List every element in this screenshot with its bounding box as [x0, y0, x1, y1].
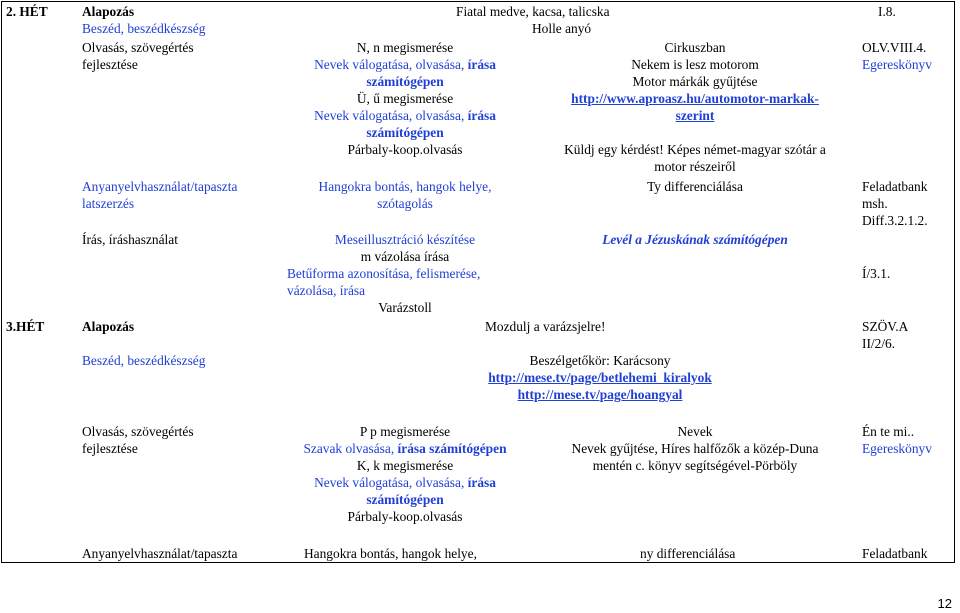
lesson-code: I.8. — [878, 4, 896, 19]
story-cirkusz: Cirkuszban — [664, 40, 726, 55]
story-kerdes: Küldj egy kérdést! Képes német-magyar szótár a — [564, 142, 826, 157]
topic-vazolasa: vázolása, írása — [287, 283, 366, 298]
story-reszeirol: motor részeiről — [654, 159, 736, 174]
tool-olv: OLV.VIII.4. — [862, 40, 927, 55]
topic-betuforma: Betűforma azonosítása, felismerése, — [287, 266, 481, 281]
lesson-title-3: Mozdulj a varázsjelre! — [485, 319, 606, 334]
topic-k: K, k megismerése — [356, 458, 454, 473]
link-aproasz[interactable]: http://www.aproasz.hu/automotor-markak- — [571, 91, 819, 106]
topic-parbaly-3: Párbaly-koop.olvasás — [347, 509, 463, 524]
topic-hangokra: Hangokra bontás, hangok helye, — [318, 179, 492, 194]
tool-diff: Diff.3.2.1.2. — [862, 213, 928, 228]
story-ty: Ty differenciálása — [647, 179, 743, 194]
topic-szamitogepen-2: számítógépen — [366, 125, 444, 140]
topic-nevek-3: Nevek válogatása, olvasása, írása — [314, 475, 496, 490]
topic-nevek-2: Nevek válogatása, olvasása, írása — [314, 108, 496, 123]
topic-p: P p megismerése — [359, 424, 451, 439]
area-anyanyelv-2: latszerzés — [82, 196, 135, 211]
area-olvasas-3b: fejlesztése — [82, 441, 138, 456]
topic-szotagolas: szótagolás — [377, 196, 433, 211]
tool-i31: Í/3.1. — [862, 266, 891, 281]
area-iras: Írás, íráshasználat — [82, 232, 178, 247]
story-nevek: Nevek — [677, 424, 713, 439]
tool-feladatbank-3: Feladatbank — [862, 546, 928, 561]
beszed-text: Holle anyó — [532, 21, 592, 36]
tool-egereskonyv: Egereskönyv — [862, 57, 932, 72]
area-olvasas-3: Olvasás, szövegértés — [82, 424, 194, 439]
area-olvasas-2: fejlesztése — [82, 57, 138, 72]
link-hoangyal[interactable]: http://mese.tv/page/hoangyal — [517, 387, 683, 402]
link-betlehemi[interactable]: http://mese.tv/page/betlehemi_kiralyok — [488, 370, 712, 385]
story-porboly: mentén c. könyv segítségével-Pörböly — [592, 458, 798, 473]
story-ny: ny differenciálása — [640, 546, 736, 561]
tool-en-te-mi: Én te mi.. — [862, 424, 915, 439]
page-number: 12 — [937, 596, 952, 611]
area-olvasas: Olvasás, szövegértés — [82, 40, 194, 55]
lesson-code-3a: SZÖV.A — [862, 319, 909, 334]
story-gyujtese: Nevek gyűjtése, Híres halfőzők a közép-Duna — [571, 441, 819, 456]
topic-nevek-1: Nevek válogatása, olvasása, írása — [314, 57, 496, 72]
area-anyanyelv: Anyanyelvhasználat/tapaszta — [82, 179, 238, 194]
week-label-3: 3.HÉT — [6, 319, 45, 334]
topic-meseillusztracio: Meseillusztráció készítése — [334, 232, 476, 247]
topic-parbaly: Párbaly-koop.olvasás — [347, 142, 463, 157]
beszed-karacsony: Beszélgetőkör: Karácsony — [529, 353, 671, 368]
topic-varazstoll: Varázstoll — [378, 300, 432, 315]
topic-szavak: Szavak olvasása, írása számítógépen — [303, 441, 507, 456]
topic-hangokra-3: Hangokra bontás, hangok helye, — [304, 546, 477, 561]
area-beszed-3: Beszéd, beszédkészség — [82, 353, 206, 368]
link-aproasz-2[interactable]: szerint — [675, 108, 715, 123]
tool-msh: msh. — [862, 196, 888, 211]
area-anyanyelv-3: Anyanyelvhasználat/tapaszta — [82, 546, 238, 561]
topic-n: N, n megismerése — [356, 40, 454, 55]
story-level: Levél a Jézuskának számítógépen — [602, 232, 788, 247]
story-motor: Nekem is lesz motorom — [631, 57, 759, 72]
lesson-title: Fiatal medve, kacsa, talicska — [456, 4, 610, 19]
story-markak: Motor márkák gyűjtése — [632, 74, 758, 89]
tool-feladatbank: Feladatbank — [862, 179, 928, 194]
week-label: 2. HÉT — [6, 4, 48, 19]
tool-egereskonyv-3: Egereskönyv — [862, 441, 932, 456]
topic-szamitogepen-1: számítógépen — [366, 74, 444, 89]
lesson-type: Alapozás — [82, 4, 135, 19]
topic-u: Ü, ű megismerése — [356, 91, 454, 106]
lesson-type-3: Alapozás — [82, 319, 135, 334]
topic-m-vazolasa: m vázolása írása — [360, 249, 450, 264]
area-beszed: Beszéd, beszédkészség — [82, 21, 206, 36]
topic-szamitogepen-3: számítógépen — [366, 492, 444, 507]
lesson-code-3b: II/2/6. — [862, 336, 896, 351]
